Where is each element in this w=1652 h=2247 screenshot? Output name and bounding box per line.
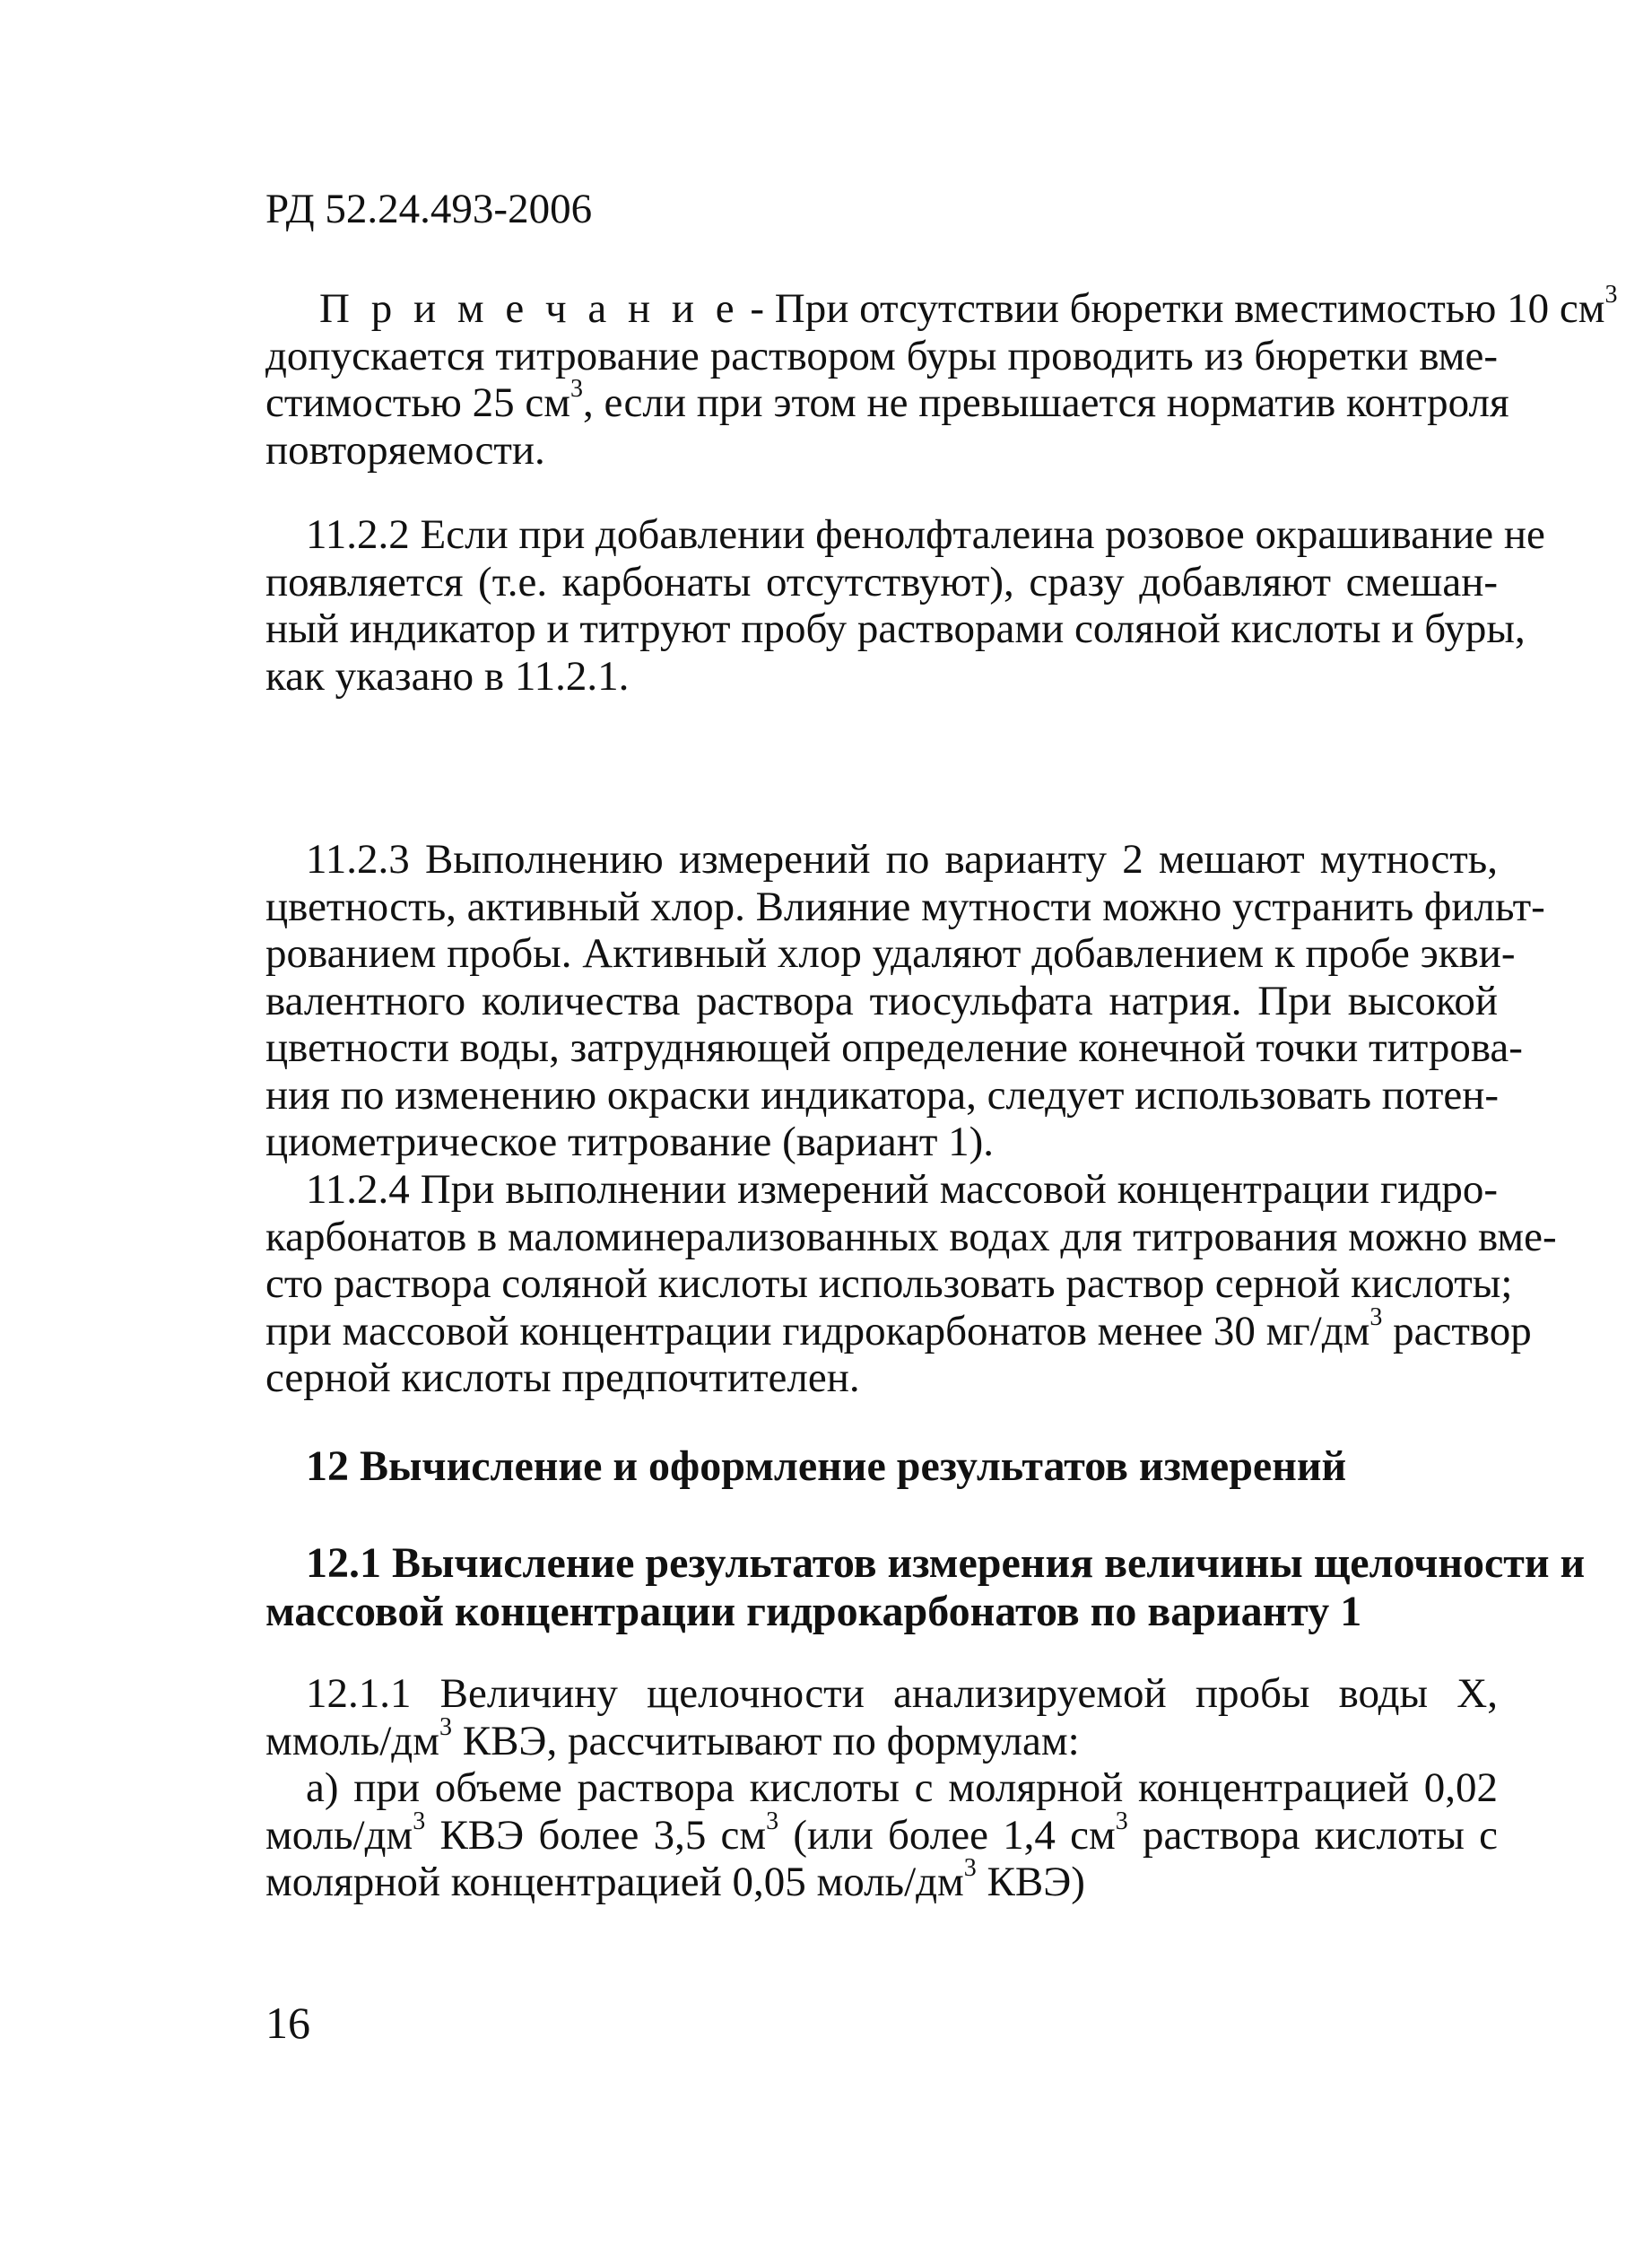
p1124-line-3: сто раствора соляной кислоты использовать раствор серной кислоты; xyxy=(265,1260,1513,1307)
item-a xyxy=(265,1764,1498,1906)
p1211-line-1: 12.1.1 Величину щелочности анализируемой пробы воды X, xyxy=(306,1670,1498,1717)
p1122-line-2: появляется (т.е. карбонаты отсутствуют), сразу добавляют смешан- xyxy=(265,558,1498,605)
p1124-line-2: карбонатов в маломинерализованных водах для титрования можно вме- xyxy=(265,1213,1557,1260)
document-code: РД 52.24.493-2006 xyxy=(265,186,593,232)
document-page xyxy=(265,0,1618,2247)
section-12-1-line-2: массовой концентрации гидрокарбонатов по варианту 1 xyxy=(265,1588,1362,1635)
page-number: 16 xyxy=(265,1998,310,2048)
p1124-line-1: 11.2.4 При выполнении измерений массовой концентрации гидро- xyxy=(306,1166,1498,1213)
p1123-line-6: ния по изменению окраски индикатора, следует использовать потен- xyxy=(265,1071,1500,1119)
note-paragraph xyxy=(265,281,1618,474)
note-line-2: допускается титрование раствором буры проводить из бюретки вме- xyxy=(265,332,1498,379)
p1122-line-3: ный индикатор и титруют пробу растворами соляной кислоты и буры, xyxy=(265,605,1526,652)
p1123-line-4: валентного количества раствора тиосульфата натрия. При высокой xyxy=(265,977,1498,1024)
item-a-line-2: моль/$дм^3$ КВЭ более 3,5 $см^3$ (или более 1,4 $см^3$ раствора кислоты с xyxy=(265,1807,1499,1859)
section-12-1-heading xyxy=(265,1539,1586,1636)
p1123-line-7: циометрическое титрование (вариант 1). xyxy=(265,1119,995,1165)
paragraph-11-2-3 xyxy=(265,836,1545,1166)
p1122-line-4: как указано в 11.2.1. xyxy=(265,652,630,700)
p1211-line-2: ммоль/$дм^3$ КВЭ, рассчитывают по формулам: xyxy=(265,1712,1080,1764)
p1123-line-2: цветность, активный хлор. Влияние мутности можно устранить фильт- xyxy=(265,883,1545,930)
note-line-3: стимостью 25 $см^3$, если при этом не превышается норматив контроля xyxy=(265,375,1509,426)
item-a-line-3: молярной концентрацией 0,05 моль/$дм^3$ КВЭ) xyxy=(265,1854,1085,1905)
p1123-line-3: рованием пробы. Активный хлор удаляют добавлением к пробе экви- xyxy=(265,930,1516,977)
p1122-line-1: 11.2.2 Если при добавлении фенолфталеина розовое окрашивание не xyxy=(306,511,1545,558)
p1123-line-1: 11.2.3 Выполнению измерений по варианту 2 мешают мутность, xyxy=(306,836,1498,883)
p1124-line-4: при массовой концентрации гидрокарбонатов менее 30 $мг/дм^3$ раствор xyxy=(265,1302,1532,1354)
note-line-4: повторяемости. xyxy=(265,426,545,474)
note-label: П р и м е ч а н и е xyxy=(319,285,740,332)
p1123-line-5: цветности воды, затрудняющей определение конечной точки титрова- xyxy=(265,1024,1523,1071)
item-a-line-1: а) при объеме раствора кислоты с молярной концентрацией 0,02 xyxy=(306,1764,1498,1811)
paragraph-12-1-1 xyxy=(265,1670,1498,1764)
p1124-line-5: серной кислоты предпочтителен. xyxy=(265,1354,860,1401)
section-12-heading: 12 Вычисление и оформление результатов измерений xyxy=(306,1442,1347,1490)
paragraph-11-2-2 xyxy=(265,511,1545,700)
paragraph-11-2-4 xyxy=(265,1166,1557,1402)
note-line-1: П р и м е ч а н и е - При отсутствии бюретки вместимостью 10 $см^3$ xyxy=(319,281,1618,332)
section-12-1-line-1: 12.1 Вычисление результатов измерения величины щелочности и xyxy=(306,1539,1586,1587)
